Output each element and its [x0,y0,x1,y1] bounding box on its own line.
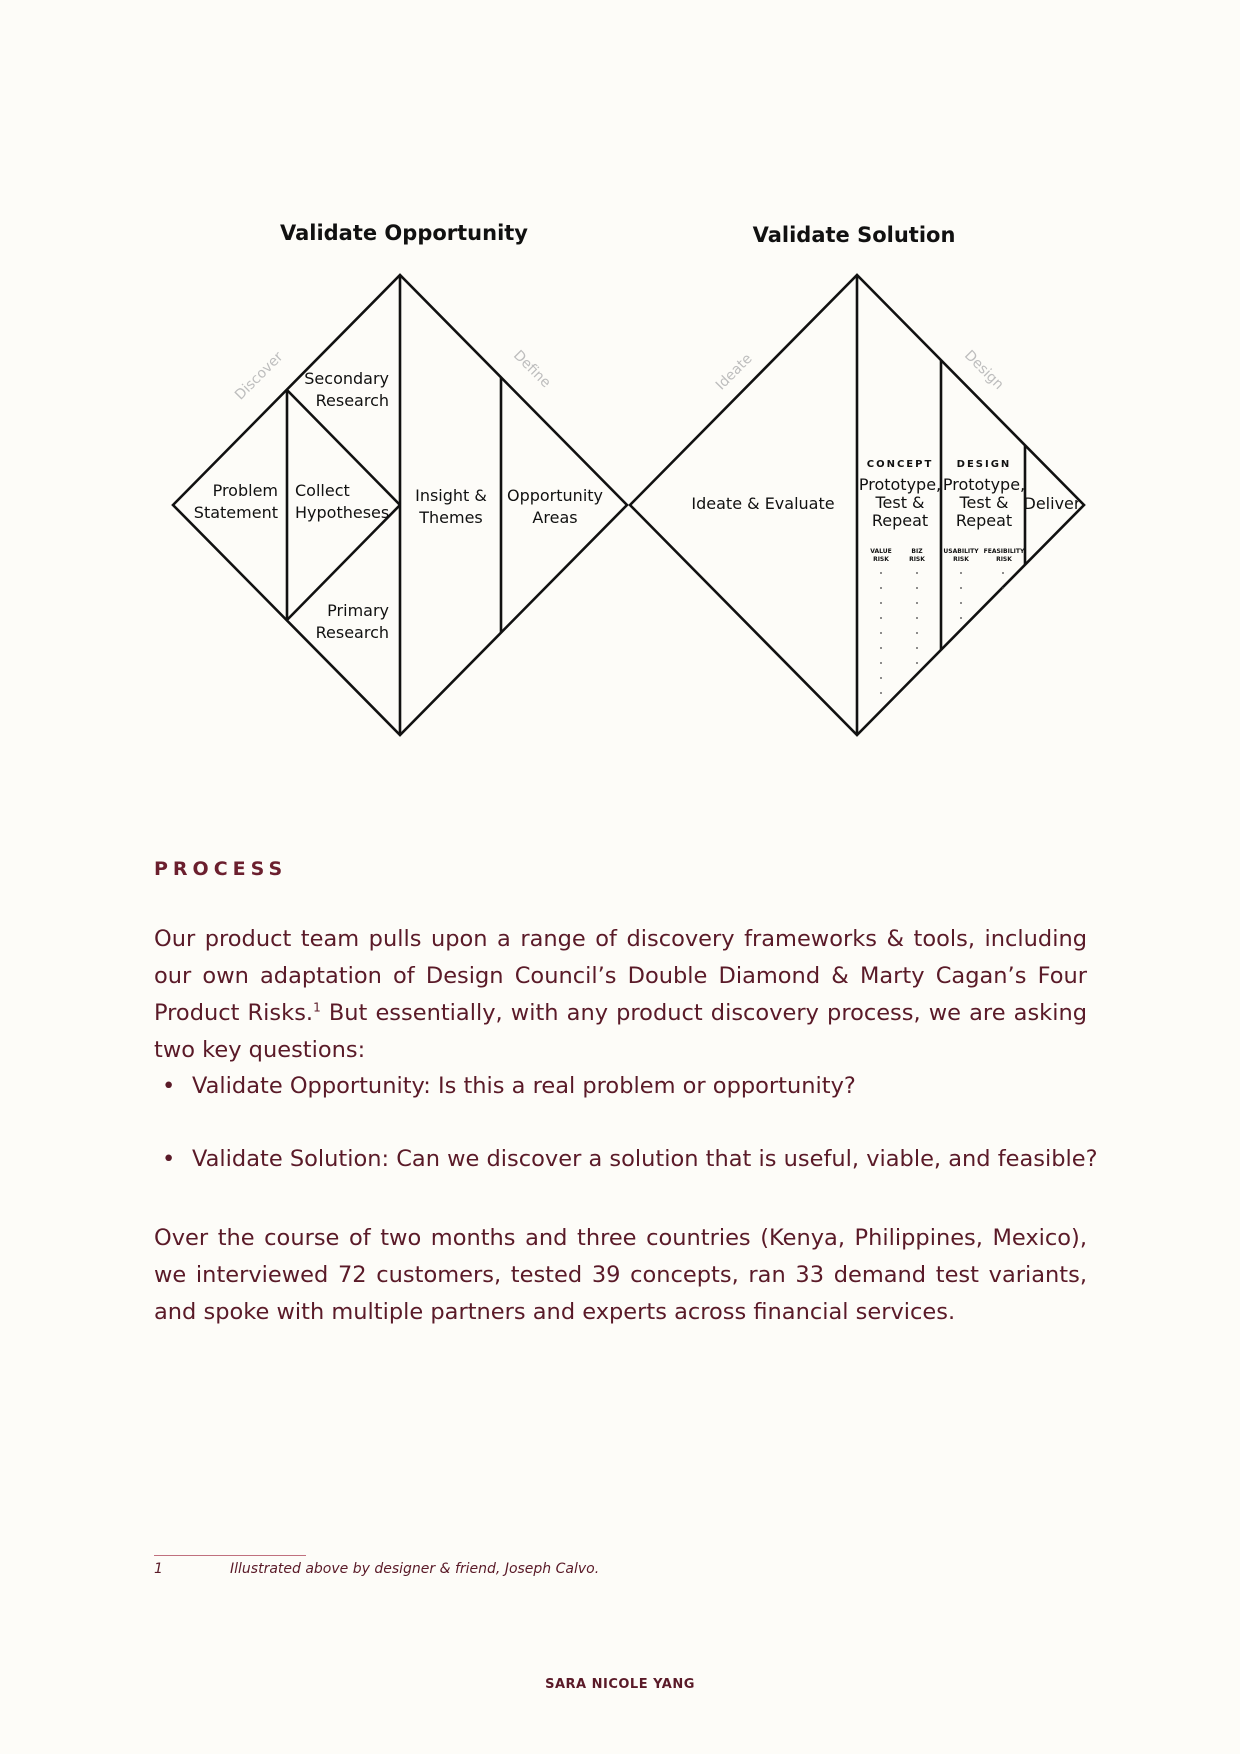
svg-text:Repeat: Repeat [955,511,1013,530]
svg-text:RISK: RISK [996,556,1012,563]
svg-text:Statement: Statement [193,503,278,522]
footnote-number: 1 [154,1561,163,1577]
validate-solution-title: Validate Solution [752,223,956,247]
process-summary-paragraph: Over the course of two months and three countries (Kenya, Philippines, Mexico), we interviewed 72 customers, tested 39 concepts, ran 33 demand test variants, and spoke with multiple partners and experts across financial services. [154,1225,1087,1325]
svg-text:Collect: Collect [295,481,350,500]
svg-text:Research: Research [315,391,389,410]
phase-define: Define [510,347,554,391]
cell-ideate-evaluate: Ideate & Evaluate [691,494,835,513]
feasibility-risk-label: FEASIBILITY [983,548,1025,555]
value-risk-label: VALUE [870,548,892,555]
intro-tail-text: But essentially, with any product discovery process, we are asking two key questions: [154,1000,1087,1063]
svg-text:Opportunity: Opportunity [506,486,604,505]
phase-ideate: Ideate [712,350,756,394]
cell-design [943,459,1025,563]
double-diamond-diagram [0,0,1240,760]
design-caption: DESIGN [956,459,1012,470]
footnote-reference: 1 [313,1000,321,1015]
usability-risk-label: USABILITY [943,548,979,555]
cell-primary-research [316,601,389,642]
list-item: • Validate Solution: Can we discover a solution that is useful, viable, and feasible? [162,1146,1098,1172]
svg-text:Problem: Problem [212,481,278,500]
phase-design: Design [961,347,1007,393]
cell-opportunity-areas [507,486,603,527]
svg-text:Repeat: Repeat [871,511,929,530]
svg-text:Hypotheses: Hypotheses [295,503,390,522]
cell-collect-hypotheses [295,481,389,522]
intro-text: Our product team pulls upon a range of discovery frameworks & tools, including our own adaptation of Design Council’s Double Diamond & Marty Cagan’s Four Product Risks. [154,926,1087,1026]
svg-text:Test &: Test & [875,493,925,512]
svg-text:RISK: RISK [909,556,925,563]
concept-caption: CONCEPT [866,459,934,470]
biz-risk-label: BIZ [911,548,923,555]
footnote-text: Illustrated above by designer & friend, Joseph Calvo. [230,1561,600,1577]
cell-problem-statement [194,481,278,522]
phase-discover: Discover [231,348,287,404]
key-questions-list [154,1068,1114,1214]
cell-concept [859,459,941,563]
svg-text:Themes: Themes [419,508,483,527]
process-intro-paragraph [154,921,1087,1069]
svg-text:Prototype,: Prototype, [858,475,942,494]
cell-deliver: Deliver [1023,494,1081,513]
footer-author: SARA NICOLE YANG [545,1677,695,1692]
process-heading: PROCESS [154,858,288,880]
svg-text:Areas: Areas [532,508,578,527]
svg-text:Insight &: Insight & [415,486,487,505]
cell-secondary-research [304,369,389,410]
svg-text:RISK: RISK [873,556,889,563]
footnote-divider [154,1555,306,1556]
svg-text:Test &: Test & [959,493,1009,512]
svg-text:Research: Research [315,623,389,642]
validate-opportunity-title: Validate Opportunity [279,221,529,245]
list-item: • Validate Opportunity: Is this a real problem or opportunity? [162,1073,856,1099]
svg-text:Primary: Primary [327,601,389,620]
svg-text:Secondary: Secondary [304,369,389,388]
svg-text:Prototype,: Prototype, [942,475,1026,494]
svg-text:RISK: RISK [953,556,969,563]
cell-insight-themes [415,486,487,527]
